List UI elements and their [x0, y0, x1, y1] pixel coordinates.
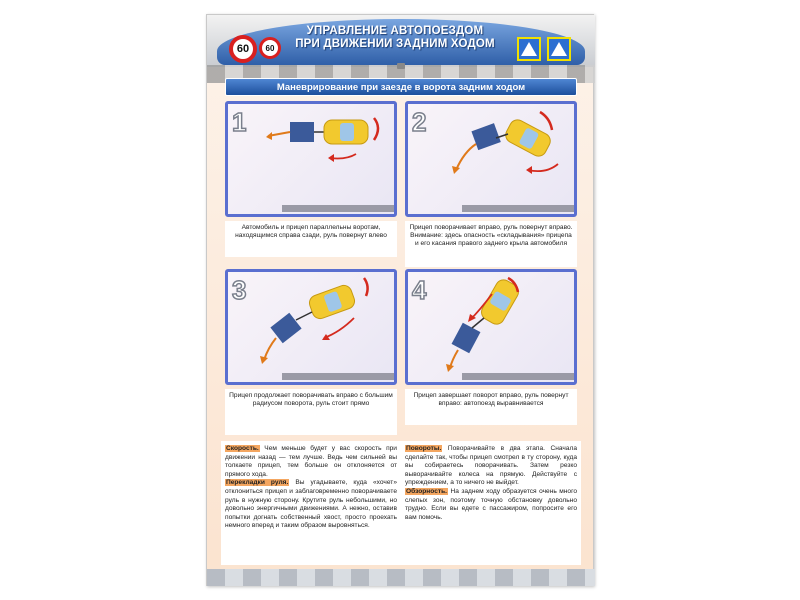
header: [207, 15, 595, 67]
tip-speed: [225, 445, 397, 479]
direction-arrow: [264, 338, 276, 360]
turn-arrow: [324, 318, 354, 338]
tip-text: Вы угадываете, куда «хочет» отклониться прицеп и заблаговременно поворачиваете руль в нужную сторону. Крутите руль небольшими, но довольно энергичными движениями. А нежно, оставив попытки догнать собственный хвост, просто проехать немного вперед и таким образом выровняться.: [225, 479, 397, 530]
trailer: [290, 122, 314, 142]
step-caption-4: Прицеп завершает поворот вправо, руль повернут вправо: автопоезд выравнивается: [405, 389, 577, 425]
tip-wheel: [225, 479, 397, 531]
step-1-diagram: [228, 104, 394, 214]
step-number: 4: [412, 275, 427, 305]
tip-label: Скорость.: [226, 445, 259, 452]
step-4-diagram: [408, 272, 574, 382]
step-number: 1: [232, 107, 247, 137]
title-line-1: УПРАВЛЕНИЕ АВТОПОЕЗДОМ: [306, 25, 484, 37]
step-2-diagram: [408, 104, 574, 214]
trailer: [452, 323, 481, 354]
gate: [462, 205, 577, 212]
gate: [282, 373, 397, 380]
speed-limit-sign-small-icon: 60: [259, 37, 281, 59]
tip-label: Обзорность.: [406, 487, 447, 495]
tip-turns: [405, 445, 577, 488]
step-panel-3: [225, 269, 397, 385]
tips-column-left: [225, 445, 397, 531]
step-panel-2: [405, 101, 577, 217]
direction-arrow: [450, 350, 458, 368]
gate: [462, 373, 577, 380]
tip-text: На заднем ходу образуется очень много слепых зон, поэтому точную обстановку довольно трудно. Если вы едете с пассажиром, попросите его вам помочь.: [405, 487, 577, 521]
steering-arrow: [364, 278, 368, 296]
tip-label: Повороты.: [406, 445, 442, 452]
tip-text: Чем меньше будет у вас скорость при движении назад — тем лучше. Ведь чем сильней вы толкаете прицеп, тем больше он отклоняется от прямого хода.: [225, 445, 397, 478]
step-caption-2: Прицеп поворачивает вправо, руль повернут вправо. Внимание: здесь опасность «складывания» прицепа и его касания правого заднего крыла автомобиля: [405, 221, 577, 267]
steering-arrow: [540, 112, 552, 130]
tip-view: [405, 488, 577, 522]
footer-stripes: [207, 569, 595, 586]
tip-text: Поворачивайте в два этапа. Сначала сделайте так, чтобы прицеп смотрел в ту сторону, куда вы собираетесь поворачивать. Затем резко выворачивайте колеса на прямую. Действуйте с упреждением, а то ничего не выйдет.: [405, 445, 577, 487]
pedestrian-crossing-icon: [517, 37, 541, 61]
section-subtitle: Маневрирование при заезде в ворота задним ходом: [225, 78, 577, 96]
tip-label: Перекладки руля.: [226, 479, 289, 487]
step-number: 3: [232, 275, 247, 305]
step-panel-1: [225, 101, 397, 217]
trailer: [471, 123, 500, 150]
step-3-diagram: [228, 272, 394, 382]
turn-arrow: [528, 164, 558, 171]
poster: [206, 14, 594, 586]
title-line-2: ПРИ ДВИЖЕНИИ ЗАДНИМ ХОДОМ: [295, 38, 495, 50]
step-caption-1: Автомобиль и прицеп параллельны воротам, находящимся справа сзади, руль повернут влево: [225, 221, 397, 257]
gate: [282, 205, 397, 212]
tips-column-right: [405, 445, 577, 522]
page-title: [283, 25, 507, 51]
step-caption-3: Прицеп продолжает поворачивать вправо с большим радиусом поворота, руль стоит прямо: [225, 389, 397, 435]
mount-clip: [397, 63, 405, 69]
steering-arrow: [374, 118, 378, 140]
step-number: 2: [412, 107, 427, 137]
step-panel-4: [405, 269, 577, 385]
tips-box: [221, 441, 581, 565]
direction-arrow: [456, 144, 476, 170]
speed-limit-sign-icon: 60: [229, 35, 257, 63]
pedestrian-crossing-icon: [547, 37, 571, 61]
